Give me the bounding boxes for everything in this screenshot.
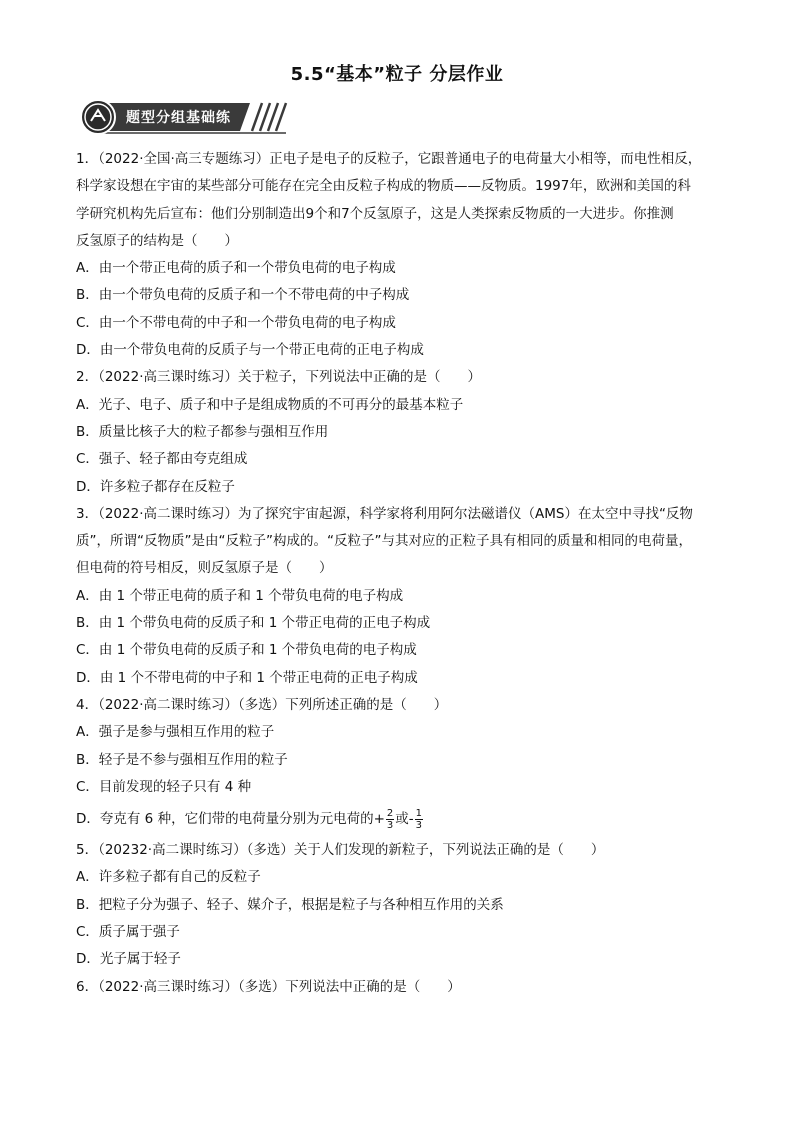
answer-option-c: C．由一个不带电荷的中子和一个带负电荷的电子构成 — [76, 314, 396, 331]
fraction-one-third — [415, 808, 423, 831]
question-text-line: 反氢原子的结构是（ ） — [76, 232, 238, 249]
question-list — [76, 146, 726, 1001]
fraction-numerator: 1 — [415, 807, 423, 819]
question-text-line: 5．（20232·高二课时练习）（多选）关于人们发现的新粒子，下列说法正确的是（ ） — [76, 842, 605, 859]
answer-option-b: B．由 1 个带负电荷的反质子和 1 个带正电荷的正电子构成 — [76, 615, 431, 632]
answer-option-b: B．质量比核子大的粒子都参与强相互作用 — [76, 423, 329, 440]
answer-option-c: C．质子属于强子 — [76, 924, 180, 941]
question-text-line: 质”，所谓“反物质”是由“反粒子”构成的。“反粒子”与其对应的正粒子具有相同的质量和相同的电荷量， — [76, 533, 692, 550]
question-text-line: 学研究机构先后宣布：他们分别制造出9个和7个反氢原子，这是人类探索反物质的一大进步。你推测 — [76, 205, 674, 222]
question-text-line: 6．（2022·高三课时练习）（多选）下列说法中正确的是（ ） — [76, 978, 461, 995]
question-1 — [76, 146, 726, 364]
fraction-two-thirds — [386, 808, 394, 831]
section-banner-label: 题型分组基础练 — [126, 110, 231, 126]
answer-option-b: B．把粒子分为强子、轻子、媒介子，根据是粒子与各种相互作用的关系 — [76, 896, 504, 913]
answer-option-a: A．许多粒子都有自己的反粒子 — [76, 869, 261, 886]
question-text-line: 但电荷的符号相反，则反氢原子是（ ） — [76, 560, 333, 577]
option-d-prefix: D．夸克有 6 种，它们带的电荷量分别为元电荷的+ — [76, 811, 385, 828]
question-text-line: 科学家设想在宇宙的某些部分可能存在完全由反粒子构成的物质——反物质。1997年，欧洲和美国的科 — [76, 178, 691, 195]
answer-option-d: D．由一个带负电荷的反质子与一个带正电荷的正电子构成 — [76, 342, 424, 359]
page-title: 5.5“基本”粒子 分层作业 — [290, 64, 504, 85]
answer-option-a: A．由 1 个带正电荷的质子和 1 个带负电荷的电子构成 — [76, 587, 404, 604]
answer-option-d — [76, 801, 726, 837]
fraction-denominator: 3 — [415, 819, 423, 831]
answer-option-c: C．目前发现的轻子只有 4 种 — [76, 778, 252, 795]
question-3 — [76, 501, 726, 692]
option-d-middle: 或- — [395, 811, 414, 828]
answer-option-a: A．由一个带正电荷的质子和一个带负电荷的电子构成 — [76, 260, 396, 277]
question-4 — [76, 692, 726, 837]
answer-option-c: C．强子、轻子都由夸克组成 — [76, 451, 248, 468]
answer-option-b: B．由一个带负电荷的反质子和一个不带电荷的中子构成 — [76, 287, 410, 304]
answer-option-a: A．强子是参与强相互作用的粒子 — [76, 724, 275, 741]
answer-option-d: D．光子属于轻子 — [76, 951, 181, 968]
answer-option-d: D．许多粒子都存在反粒子 — [76, 478, 235, 495]
answer-option-d: D．由 1 个不带电荷的中子和 1 个带正电荷的正电子构成 — [76, 669, 418, 686]
question-text-line: 4．（2022·高二课时练习）（多选）下列所述正确的是（ ） — [76, 696, 448, 713]
question-6 — [76, 974, 726, 1001]
answer-option-a: A．光子、电子、质子和中子是组成物质的不可再分的最基本粒子 — [76, 396, 464, 413]
question-2 — [76, 364, 726, 500]
answer-option-c: C．由 1 个带负电荷的反质子和 1 个带负电荷的电子构成 — [76, 642, 417, 659]
fraction-numerator: 2 — [386, 807, 394, 819]
answer-option-b: B．轻子是不参与强相互作用的粒子 — [76, 751, 288, 768]
question-text-line: 3．（2022·高二课时练习）为了探究宇宙起源，科学家将利用阿尔法磁谱仪（AMS）在太空中寻找“反物 — [76, 505, 693, 522]
question-5 — [76, 837, 726, 973]
question-text-line: 1．（2022·全国·高三专题练习）正电子是电子的反粒子，它跟普通电子的电荷量大小相等，而电性相反， — [76, 151, 702, 167]
question-text-line: 2．（2022·高三课时练习）关于粒子，下列说法中正确的是（ ） — [76, 369, 481, 386]
section-banner — [80, 99, 290, 135]
fraction-denominator: 3 — [386, 819, 394, 831]
